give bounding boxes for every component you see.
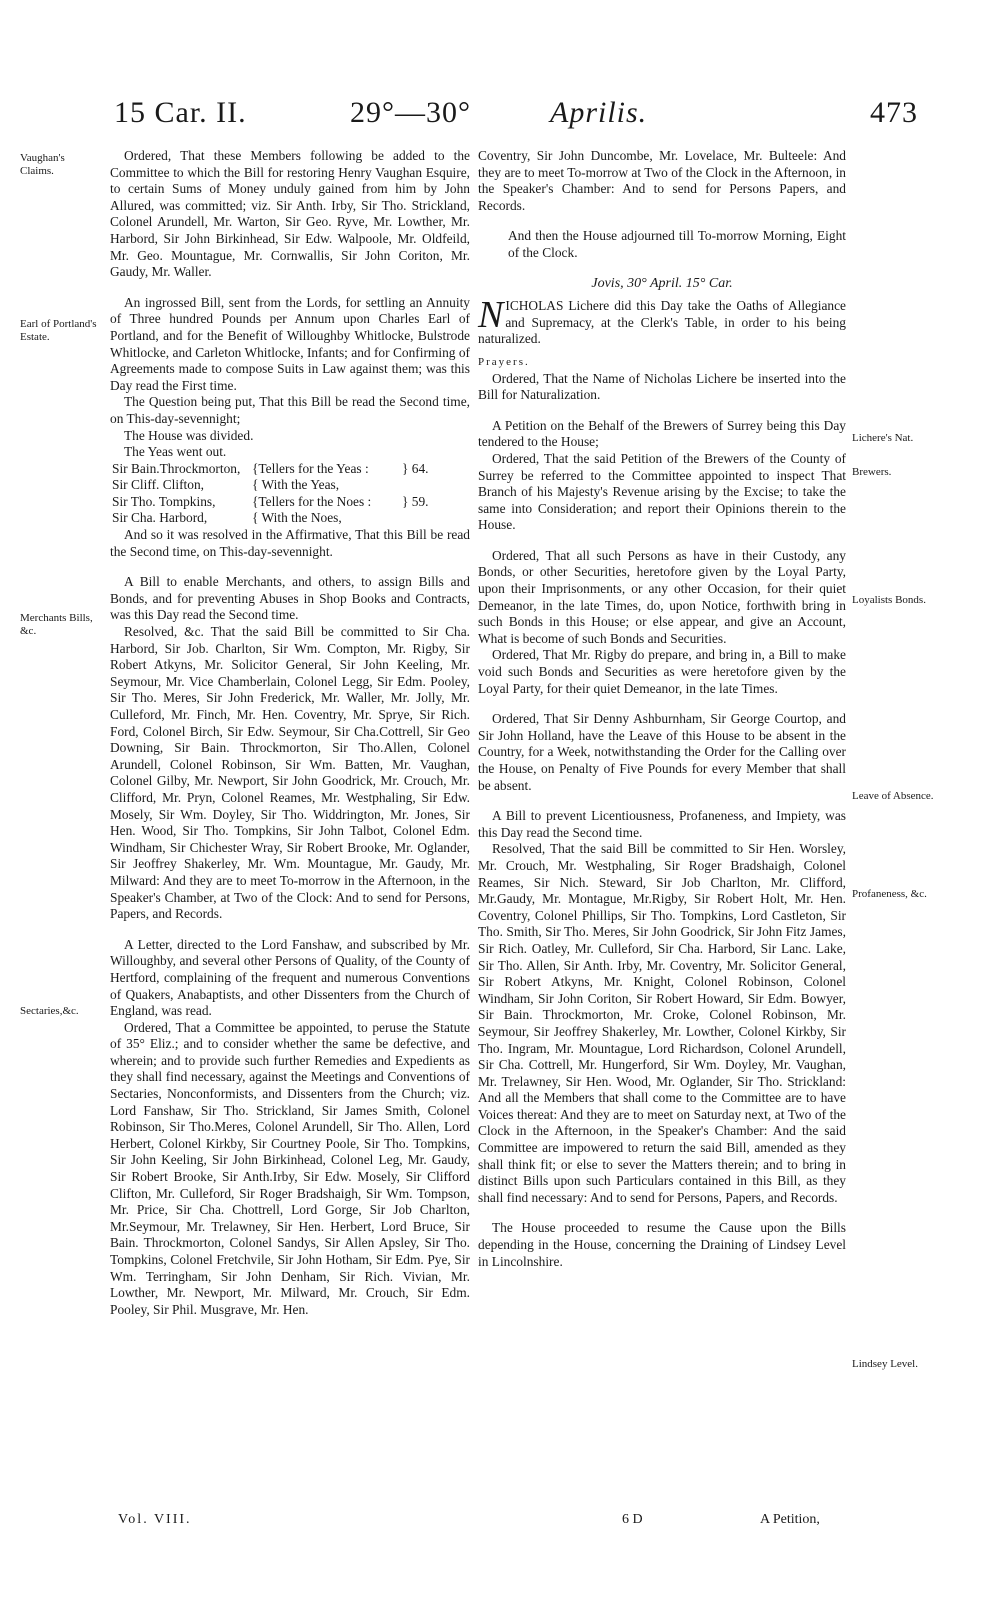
- margin-note-leave: Leave of Absence.: [852, 790, 934, 802]
- running-head-left: 15 Car. II.: [114, 96, 247, 129]
- order-lichere: Ordered, That the Name of Nicholas Lichere be inserted into the Bill for Naturalization.: [478, 370, 846, 403]
- signature-mark: 6 D: [622, 1512, 643, 1527]
- resolved-profaneness-committee: Resolved, That the said Bill be committed to Sir Hen. Worsley, Mr. Crouch, Mr. Westphaling, Sir Roger Bradshaigh, Colonel Reames, Sir Nich. Steward, Sir Job Charlton, Mr. Clifford, Mr.Gaudy, Mr. Montague, Mr.Rigby, Sir Robert Holt, Mr. Hen. Coventry, Colonel Phillips, Sir Tho. Tompkins, Lord Castleton, Sir Tho. Smith, Sir Tho. Meres, Sir John Goodrick, Sir John Fitz James, Sir Rich. Oatley, Mr. Culleford, Sir Cha. Harbord, Sir Lanc. Lake, Sir Tho. Allen, Sir Anth. Irby, Mr. Coventry, Mr. Solicitor General, Sir Robert Atkyns, Mr. Knight, Colonel Robinson, Colonel Windham, Sir John Coriton, Sir Robert Howard, Sir Edm. Bowyer, Sir Bain. Throckmorton, Mr. Croke, Colonel Robinson, Mr. Seymour, Sir Jeoffrey Shakerley, Mr. Lowther, Colonel Kirkby, Sir Tho. Ingram, Mr. Mountague, Lord Richardson, Colonel Arundell, Sir Cha. Cottrell, Mr. Hungerford, Sir Wm. Doyley, Mr. Vaughan, Mr. Trelawney, Sir Hen. Wood, Mr. Oglander, Sir Tho. Strickland: And all the Members that shall come to the Committee are to have Voices thereat: And they are to meet on Saturday next, at Two of the Clock in the Afternoon, in the Speaker's Chamber: And the said Committee are impowered to return the said Bill, amended as they shall think fit; or else to sever the Matters therein; and to bring in distinct Bills upon such Particulars contained in this Bill, as they shall find necessary: And to send for Persons, Papers, and Records.: [478, 841, 846, 1205]
- yeas-count: } 64.: [402, 460, 429, 476]
- margin-note-merchants: Merchants Bills, &c.: [20, 612, 93, 637]
- teller-name: Sir Cliff. Clifton,: [112, 477, 205, 493]
- left-column: [110, 148, 470, 1318]
- bill-portland: An ingrossed Bill, sent from the Lords, for settling an Annuity of Three hundred Pounds per Annum upon Charles Earl of Portland, and for the Benefit of Willoughby Whitlocke, Bulstrode Whitlocke, and Carleton Whitlocke, Infants; and for Confirming of Agreements made to compose Suits in Law against them; was this Day read the First time.: [110, 294, 470, 393]
- yeas-went-out: The Yeas went out.: [124, 444, 227, 460]
- noes-count: } 59.: [402, 493, 429, 509]
- margin-note-profaneness: Profaneness, &c.: [852, 888, 927, 900]
- house-divided: The House was divided.: [124, 427, 254, 443]
- page-number: 473: [870, 96, 918, 129]
- teller-name: Sir Tho. Tompkins,: [112, 493, 216, 509]
- running-head-month: Aprilis.: [550, 96, 648, 129]
- margin-note-vaughan: Vaughan's Claims.: [20, 152, 65, 177]
- resolved-affirmative: And so it was resolved in the Affirmative, That this Bill be read the Second time, on This-day-sevennight.: [110, 527, 470, 559]
- margin-note-portland: Earl of Portland's Estate.: [20, 318, 97, 343]
- house-adjourned: And then the House adjourned till To-morrow Morning, Eight of the Clock.: [508, 228, 846, 260]
- right-column: [478, 148, 846, 1270]
- margin-note-lindsey: Lindsey Level.: [852, 1358, 918, 1370]
- margin-note-sectaries: Sectaries,&c.: [20, 1005, 79, 1017]
- bill-merchants: A Bill to enable Merchants, and others, to assign Bills and Bonds, and for preventing Abuses in Shop Books and Contracts, was this Day read the Second time.: [110, 574, 470, 623]
- margin-note-brewers: Brewers.: [852, 466, 892, 478]
- teller-role: { With the Noes,: [252, 510, 342, 526]
- margin-note-loyalists: Loyalists Bonds.: [852, 594, 926, 606]
- teller-name: Sir Bain.Throckmorton,: [112, 460, 241, 476]
- drop-cap: N: [478, 294, 504, 337]
- order-brewers: Ordered, That the said Petition of the Brewers of the County of Surrey be referred to the Committee appointed to inspect That Branch of his Majesty's Revenue arising by the Excise; to take the same into Consideration; and report their Opinions therein to the House.: [478, 450, 846, 533]
- bill-profaneness: A Bill to prevent Licentiousness, Profaneness, and Impiety, was this Day read the Second time.: [478, 808, 846, 840]
- order-sectaries-committee: Ordered, That a Committee be appointed, to peruse the Statute of 35° Eliz.; and to consider whether the same be defective, and wherein; and to provide such further Remedies and Expedients as they shall find necessary, against the Meetings and Conventions of Sectaries, Nonconformists, and Dissenters from the Church; viz. Lord Fanshaw, Sir Tho. Strickland, Sir James Smith, Colonel Robinson, Sir Tho.Meres, Colonel Arundell, Sir Tho. Allen, Lord Herbert, Colonel Kirkby, Sir Courtney Poole, Sir Tho. Tompkins, Sir John Keeling, Sir John Birkinhead, Colonel Leg, Mr. Gaudy, Sir Robert Brooke, Sir Anth.Irby, Sir Edw. Mosely, Sir Clifford Clifton, Mr. Culleford, Sir Roger Bradshaigh, Sir Wm. Tompson, Mr. Price, Sir Cha. Chottrell, Lord Gorge, Sir Job Charlton, Mr.Seymour, Mr. Trelawney, Sir Hen. Herbert, Lord Bruce, Sir Bain. Throckmorton, Colonel Sandys, Sir Allen Apsley, Sir Tho. Tompkins, Colonel Fretchvile, Sir John Hotham, Sir Edm. Pye, Sir Wm. Terringham, Sir John Denham, Sir Rich. Vivian, Mr. Lowther, Mr. Newport, Mr. Milward, Mr. Crouch, Sir Edm. Pooley, Sir Phil. Musgrave, Mr. Hen.: [110, 1019, 470, 1317]
- catchword: A Petition,: [760, 1512, 820, 1527]
- volume-number: Vol. VIII.: [118, 1512, 192, 1527]
- letter-fanshaw: A Letter, directed to the Lord Fanshaw, and subscribed by Mr. Willoughby, and several other Persons of Quality, of the County of Hertford, complaining of the frequent and numerous Conventions of Quakers, Anabaptists, and other Dissenters from the Church of England, was read.: [110, 936, 470, 1019]
- order-leave-absence: Ordered, That Sir Denny Ashburnham, Sir George Courtop, and Sir John Holland, have the Leave of this House to be absent in the Country, for a Week, notwithstanding the Order for the Calling over the House, on Penalty of Five Pounds for every Member that shall be absent.: [478, 711, 846, 793]
- petition-brewers: A Petition on the Behalf of the Brewers of Surrey being this Day tendered to the House;: [478, 417, 846, 450]
- question-put: The Question being put, That this Bill be read the Second time, on This-day-sevennight;: [110, 394, 470, 426]
- day-heading: Jovis, 30° April. 15° Car.: [591, 275, 733, 291]
- order-loyal-bonds: Ordered, That all such Persons as have in their Custody, any Bonds, or other Securities, heretofore given by the Loyal Party, upon their Imprisonments, or any other Occasion, for their quiet Demeanor, in the late Times, do, upon Notice, forthwith bring in such Bonds in this House; or else appear, and give an Account, What is become of such Bonds and Securities.: [478, 547, 846, 646]
- lindsey-level-cause: The House proceeded to resume the Cause upon the Bills depending in the House, concerning the Draining of Lindsey Level in Lincolnshire.: [478, 1220, 846, 1269]
- order-vaughan: Ordered, That these Members following be added to the Committee to which the Bill for restoring Henry Vaughan Esquire, to certain Sums of Money unduly gained from him by John Allured, was committed; viz. Sir Anth. Irby, Sir Tho. Strickland, Colonel Arundell, Mr. Warton, Sir Geo. Ryve, Mr. Lowther, Mr. Harbord, Sir John Birkinhead, Sir Edw. Walpoole, Mr. Oldfeild, Mr. Geo. Mountague, Mr. Cornwallis, Sir John Coriton, Mr. Gaudy, Mr. Waller.: [110, 148, 470, 280]
- committee-continued: Coventry, Sir John Duncombe, Mr. Lovelace, Mr. Bulteele: And they are to meet To-morrow at Two of the Clock in the Afternoon, in the Speaker's Chamber: And to send for Persons Papers, and Records.: [478, 148, 846, 213]
- tellers-block: [110, 461, 470, 527]
- prayers-heading: Prayers.: [478, 355, 530, 368]
- resolved-merchants-committee: Resolved, &c. That the said Bill be committed to Sir Cha. Harbord, Sir Job. Charlton, Sir Wm. Compton, Mr. Rigby, Sir Robert Atkyns, Mr. Solicitor General, Sir John Keeling, Mr. Seymour, Mr. Vice Chamberlain, Colonel Legg, Sir Edm. Pooley, Sir Tho. Meres, Sir John Frederick, Mr. Waller, Mr. Jolly, Mr. Culleford, Mr. Finch, Mr. Hen. Coventry, Mr. Sprye, Sir Rich. Ford, Colonel Birch, Sir Edw. Seymour, Sir Cha.Cottrell, Sir Geo Downing, Sir Bain. Throckmorton, Sir Tho.Allen, Colonel Arundell, Colonel Robinson, Sir Wm. Batten, Mr. Vaughan, Colonel Gilby, Mr. Newport, Sir John Goodrick, Mr. Crouch, Mr. Clifford, Mr. Pryn, Colonel Reames, Mr. Westphaling, Sir Edw. Mosely, Sir Wm. Doyley, Sir Tho. Widdrington, Mr. Jones, Sir Hen. Wood, Sir Tho. Tompkins, Sir John Talbot, Colonel Edm. Windham, Sir Chichester Wray, Sir Robert Brooke, Mr. Oglander, Sir Jeoffrey Shakerley, Mr. Wm. Mountague, Mr. Gaudy, Mr. Milward: And they are to meet To-morrow in the Afternoon, in the Speaker's Chamber, at Two of the Clock: And to send for Persons, Papers, and Records.: [110, 624, 470, 922]
- teller-role: { With the Yeas,: [252, 477, 340, 493]
- running-head-date: 29°—30°: [350, 96, 471, 129]
- teller-role: {Tellers for the Noes :: [252, 493, 372, 509]
- order-rigby-bill: Ordered, That Mr. Rigby do prepare, and bring in, a Bill to make void such Bonds and Securities as were heretofore given by the Loyal Party, for their quiet Demeanor, in the late Times.: [478, 647, 846, 696]
- teller-role: {Tellers for the Yeas :: [252, 460, 369, 476]
- margin-note-lichere: Lichere's Nat.: [852, 432, 914, 444]
- teller-name: Sir Cha. Harbord,: [112, 510, 208, 526]
- lichere-oaths: ICHOLAS Lichere did this Day take the Oaths of Allegiance and Supremacy, at the Clerk's Table, in order to his being naturalized.: [478, 298, 846, 347]
